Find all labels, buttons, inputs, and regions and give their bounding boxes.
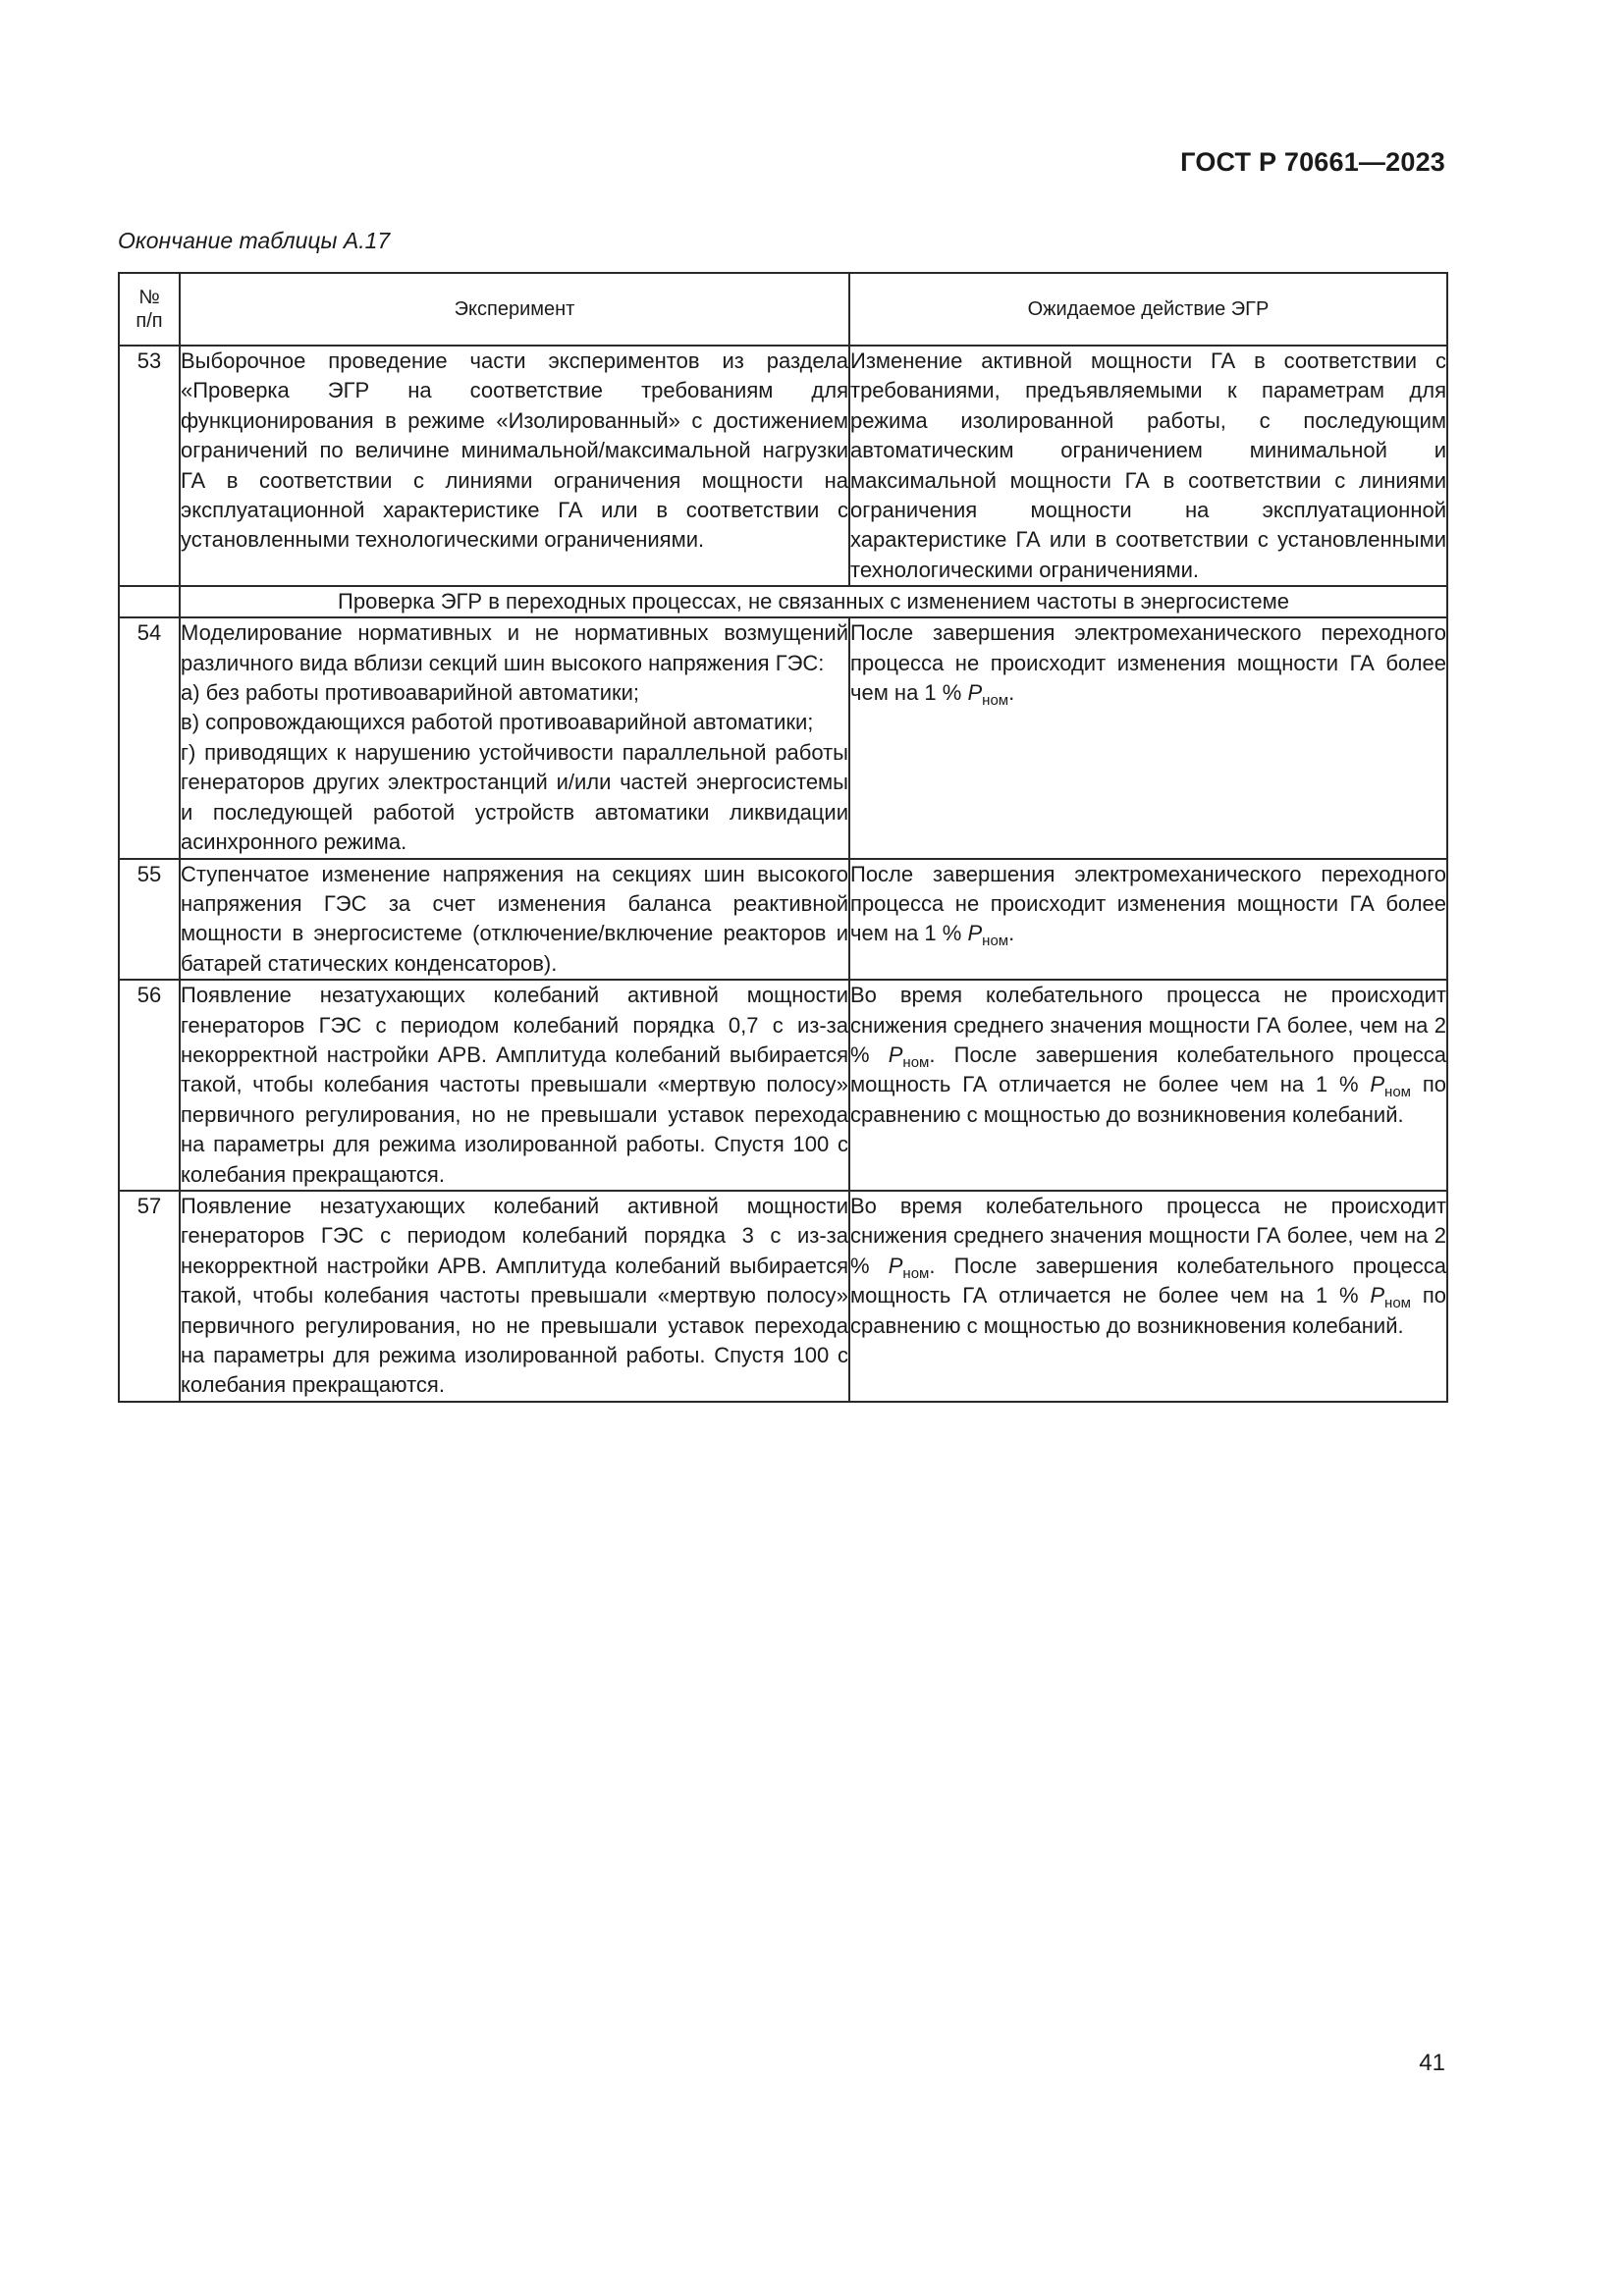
p-nom-subscript: ном: [982, 692, 1009, 710]
experiment-item-b: в) сопровождающихся работой противоаварийной автоматики;: [181, 710, 814, 735]
table-row: [119, 617, 1447, 858]
p-nom-symbol: P: [1370, 1072, 1385, 1097]
p-nom-symbol: P: [888, 1253, 903, 1278]
row-number: 57: [119, 1191, 180, 1402]
column-header-expected: Ожидаемое действие ЭГР: [849, 273, 1447, 346]
column-header-experiment: Эксперимент: [180, 273, 849, 346]
expected-end: .: [1008, 680, 1015, 706]
experiment-cell: [180, 617, 849, 858]
expected-text: После завершения электромеханического переходного процесса не происходит изменения мощности ГА более чем на 1 %: [850, 620, 1446, 706]
column-header-number-line1: №: [138, 287, 160, 308]
section-number-cell: [119, 586, 180, 617]
table-row: [119, 346, 1447, 586]
expected-text-part1: Во время колебательного процесса не происходит снижения среднего значения мощности ГА более, чем на 2 %: [850, 1193, 1446, 1278]
expected-text-part1: Во время колебательного процесса не происходит снижения среднего значения мощности ГА более, чем на 2 %: [850, 983, 1446, 1067]
p-nom-symbol: P: [888, 1041, 903, 1067]
expected-cell: [849, 980, 1447, 1191]
expected-cell: [849, 859, 1447, 981]
expected-cell: [849, 1191, 1447, 1402]
p-nom-subscript: ном: [982, 933, 1009, 950]
table-row: [119, 980, 1447, 1191]
experiment-cell: Ступенчатое изменение напряжения на секциях шин высокого напряжения ГЭС за счет изменения баланса реактивной мощности в энергосистеме (отключение/включение реакторов и батарей статических конденсаторов).: [180, 859, 849, 981]
page-number: 41: [1419, 2050, 1445, 2076]
p-nom-subscript: ном: [902, 1053, 930, 1071]
row-number: 56: [119, 980, 180, 1191]
experiment-cell: Появление незатухающих колебаний активной мощности генераторов ГЭС с периодом колебаний порядка 3 с из-за некорректной настройки АРВ. Амплитуда колебаний выбирается такой, чтобы колебания частоты превышали «мертвую полосу» первичного регулирования, но не превышали уставок перехода на параметры для режима изолированной работы. Спустя 100 с колебания прекращаются.: [180, 1191, 849, 1402]
expected-text-part2: . После завершения колебательного процесса мощность ГА отличается не более чем на 1 %: [850, 1041, 1446, 1097]
expected-text: После завершения электромеханического переходного процесса не происходит изменения мощности ГА более чем на 1 %: [850, 861, 1446, 946]
section-title: Проверка ЭГР в переходных процессах, не связанных с изменением частоты в энергосистеме: [180, 586, 1447, 617]
p-nom-symbol: P: [1370, 1283, 1385, 1308]
row-number: 55: [119, 859, 180, 981]
experiment-cell: Выборочное проведение части экспериментов из раздела «Проверка ЭГР на соответствие требованиям для функционирования в режиме «Изолированный» с достижением ограничений по величине минимальной/максимальной нагрузки ГА в соответствии с линиями ограничения мощности на эксплуатационной характеристике ГА или в соответствии с установленными технологическими ограничениями.: [180, 346, 849, 586]
expected-end: .: [1008, 921, 1015, 946]
row-number: 54: [119, 617, 180, 858]
p-nom-subscript: ном: [902, 1264, 930, 1282]
document-code: ГОСТ Р 70661—2023: [1180, 147, 1445, 177]
expected-text-part2: . После завершения колебательного процесса мощность ГА отличается не более чем на 1 %: [850, 1253, 1446, 1308]
expected-cell: Изменение активной мощности ГА в соответствии с требованиями, предъявляемыми к параметрам для режима изолированной работы, с последующим автоматическим ограничением минимальной и максимальной мощности ГА в соответствии с линиями ограничения мощности на эксплуатационной характеристике ГА или в соответствии с установленными технологическими ограничениями.: [849, 346, 1447, 586]
row-number: 53: [119, 346, 180, 586]
table-row: [119, 859, 1447, 981]
column-header-number-line2: п/п: [135, 310, 163, 332]
p-nom-symbol: P: [967, 921, 983, 946]
table-caption: Окончание таблицы А.17: [118, 228, 391, 253]
experiment-item-a: а) без работы противоаварийной автоматики;: [181, 680, 640, 706]
table-row: [119, 1191, 1447, 1402]
expected-text-part3: по сравнению с мощностью до возникновения колебаний.: [850, 1072, 1446, 1127]
expected-text-part3: по сравнению с мощностью до возникновения колебаний.: [850, 1283, 1446, 1338]
p-nom-subscript: ном: [1384, 1084, 1411, 1101]
experiments-table: [118, 272, 1448, 1403]
table-header-row: [119, 273, 1447, 346]
column-header-number: [119, 273, 180, 346]
p-nom-symbol: P: [967, 680, 983, 706]
experiment-cell: Появление незатухающих колебаний активной мощности генераторов ГЭС с периодом колебаний порядка 0,7 с из-за некорректной настройки АРВ. Амплитуда колебаний выбирается такой, чтобы колебания частоты превышали «мертвую полосу» первичного регулирования, но не превышали уставок перехода на параметры для режима изолированной работы. Спустя 100 с колебания прекращаются.: [180, 980, 849, 1191]
section-row: [119, 586, 1447, 617]
experiment-intro: Моделирование нормативных и не нормативных возмущений различного вида вблизи секций шин высокого напряжения ГЭС:: [181, 620, 848, 675]
p-nom-subscript: ном: [1384, 1295, 1411, 1312]
experiment-item-c: г) приводящих к нарушению устойчивости параллельной работы генераторов других электростанций и/или частей энергосистемы и последующей работой устройств автоматики ликвидации асинхронного режима.: [181, 739, 848, 855]
expected-cell: [849, 617, 1447, 858]
